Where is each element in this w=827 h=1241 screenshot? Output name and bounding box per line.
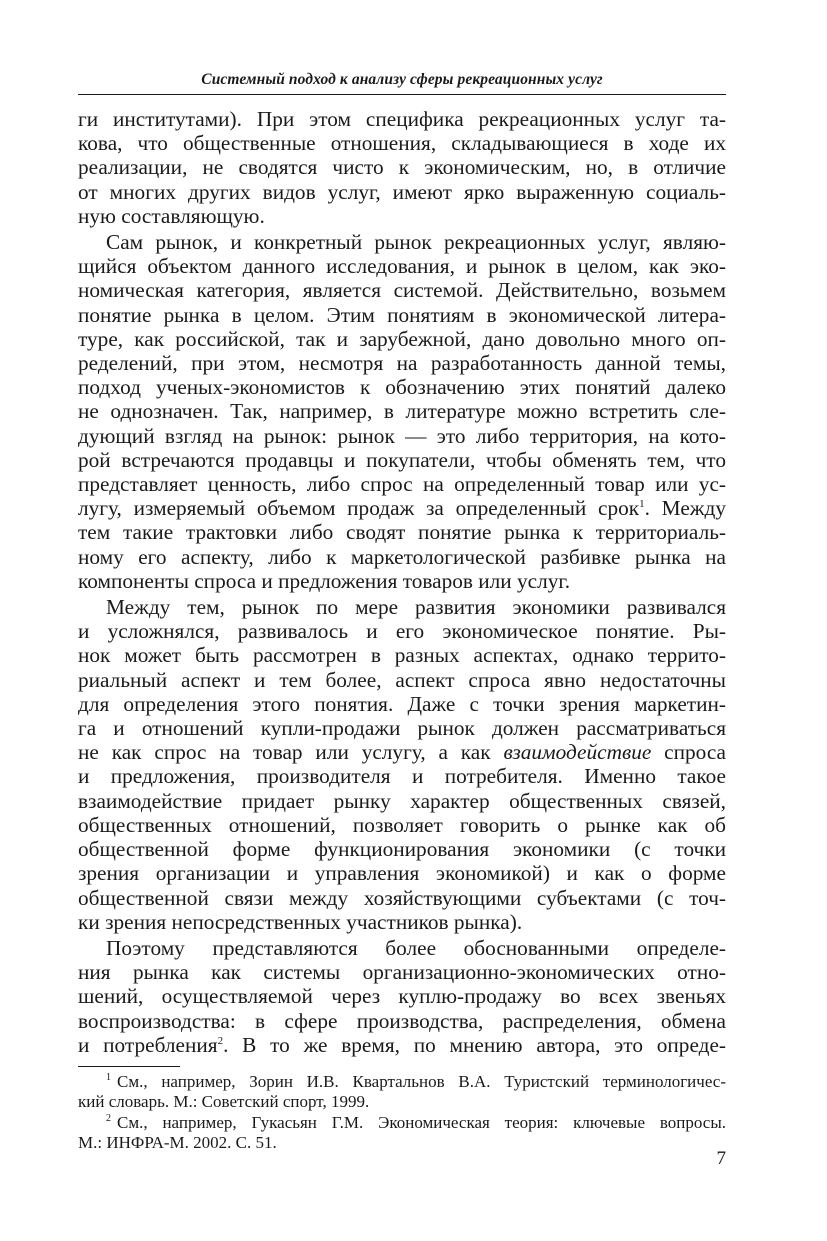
text-line: и усложнялся, развивалось и его экономическое понятие. Ры- [78, 619, 726, 644]
paragraph-2 [78, 230, 726, 593]
text-line: тем такие трактовки либо сводят понятие рынка к территориаль- [78, 520, 726, 545]
text-line: общественной связи между хозяйствующими субъектами (с точ- [78, 885, 726, 910]
emphasis-text: взаимодействие [503, 740, 652, 765]
footnote-1-cont: кий словарь. М.: Советский спорт, 1999. [78, 1092, 370, 1112]
line-text: и потребления [78, 1032, 218, 1057]
text-line: ги институтами). При этом специфика рекреационных услуг та- [78, 107, 726, 131]
text-line: кова, что общественные отношения, складывающиеся в ходе их [78, 131, 726, 156]
footnote-ref-1[interactable]: 1 [639, 498, 645, 511]
text-line: ную составляющую. [78, 203, 265, 228]
text-line: ределений, при этом, несмотря на разработанность данной темы, [78, 351, 726, 376]
text-line: компоненты спроса и предложения товаров или услуг. [78, 568, 571, 593]
footnote-text: См., например, Зорин И.В. Квартальнов В.А. Туристский терминологичес- [117, 1071, 726, 1091]
text-line: ния рынка как системы организационно-экономических отно- [78, 960, 726, 985]
text-line: риальный аспект и тем более, аспект спроса явно недостаточны [78, 667, 726, 692]
page-number: 7 [716, 1148, 726, 1169]
text-line: рой встречаются продавцы и покупатели, чтобы обменять тем, что [78, 447, 726, 472]
paragraph-1 [78, 107, 726, 228]
text-line: туре, как российской, так и зарубежной, дано довольно много оп- [78, 326, 726, 351]
body-text [78, 107, 726, 1057]
text-line: общественных отношений, позволяет говорить о рынке как об [78, 812, 726, 837]
text-line: не однозначен. Так, например, в литературе можно встретить сле- [78, 399, 726, 424]
text-line: дующий взгляд на рынок: рынок — это либо территория, на кото- [78, 423, 726, 448]
line-tail: . Между [644, 496, 726, 521]
text-line-with-footnote [78, 1033, 726, 1057]
text-line: подход ученых-экономистов к обозначению этих понятий далеко [78, 375, 726, 400]
text-line: Между тем, рынок по мере развития экономики развивался [106, 595, 726, 620]
text-line: Сам рынок, и конкретный рынок рекреационных услуг, являю- [106, 230, 726, 255]
text-line: представляет ценность, либо спрос на определенный товар или ус- [78, 472, 726, 497]
line-tail: спроса [651, 740, 727, 765]
text-line: номическая категория, является системой. Действительно, возьмем [78, 278, 726, 303]
text-line: шений, осуществляемой через куплю-продажу во всех звеньях [78, 984, 726, 1009]
text-line: щийся объектом данного исследования, и рынок в целом, как эко- [78, 254, 726, 279]
line-text: лугу, измеряемый объемом продаж за определенный срок [78, 496, 640, 521]
footnote-ref-2[interactable]: 2 [217, 1034, 224, 1047]
text-line: реализации, не сводятся чисто к экономическим, но, в отличие [78, 155, 726, 180]
text-line: ки зрения непосредственных участников рынка). [78, 909, 523, 934]
footnotes [78, 1072, 726, 1154]
footnote-text: См., например, Гукасьян Г.М. Экономическая теория: ключевые вопросы. [117, 1112, 726, 1132]
line-text: не как спрос на товар или услугу, а как [78, 740, 491, 765]
text-line: воспроизводства: в сфере производства, распределения, обмена [78, 1008, 726, 1033]
book-page [78, 70, 726, 1154]
text-line-with-footnote [78, 496, 726, 520]
text-line: взаимодействие придает рынку характер общественных связей, [78, 788, 726, 813]
text-line: общественной форме функционирования экономики (с точки [78, 837, 726, 862]
footnote-number: 1 [106, 1072, 111, 1084]
text-line-with-emphasis [78, 740, 726, 764]
text-line: га и отношений купли-продажи рынок должен рассматриваться [78, 716, 726, 741]
text-line: и предложения, производителя и потребителя. Именно такое [78, 764, 726, 789]
footnote-divider [78, 1066, 180, 1067]
text-line: Поэтому представляются более обоснованными определе- [106, 935, 726, 960]
running-head: Системный подход к анализу сферы рекреационных услуг [78, 70, 726, 95]
text-line: понятие рынка в целом. Этим понятиям в экономической литера- [78, 302, 726, 327]
text-line: нок может быть рассмотрен в разных аспектах, однако террито- [78, 643, 726, 668]
footnote-2 [78, 1113, 726, 1133]
paragraph-3 [78, 595, 726, 934]
footnote-2-cont: М.: ИНФРА-М. 2002. С. 51. [78, 1133, 277, 1153]
text-line: от многих других видов услуг, имеют ярко выраженную социаль- [78, 179, 726, 204]
line-tail: . В то же время, по мнению автора, это опреде- [223, 1032, 726, 1057]
paragraph-4 [78, 936, 726, 1057]
footnote-1 [78, 1072, 726, 1092]
text-line: зрения организации и управления экономикой) и как о форме [78, 861, 726, 886]
text-line: для определения этого понятия. Даже с точки зрения маркетин- [78, 691, 726, 716]
text-line: ному его аспекту, либо к маркетологической разбивке рынка на [78, 544, 726, 569]
footnote-number: 2 [106, 1113, 111, 1125]
